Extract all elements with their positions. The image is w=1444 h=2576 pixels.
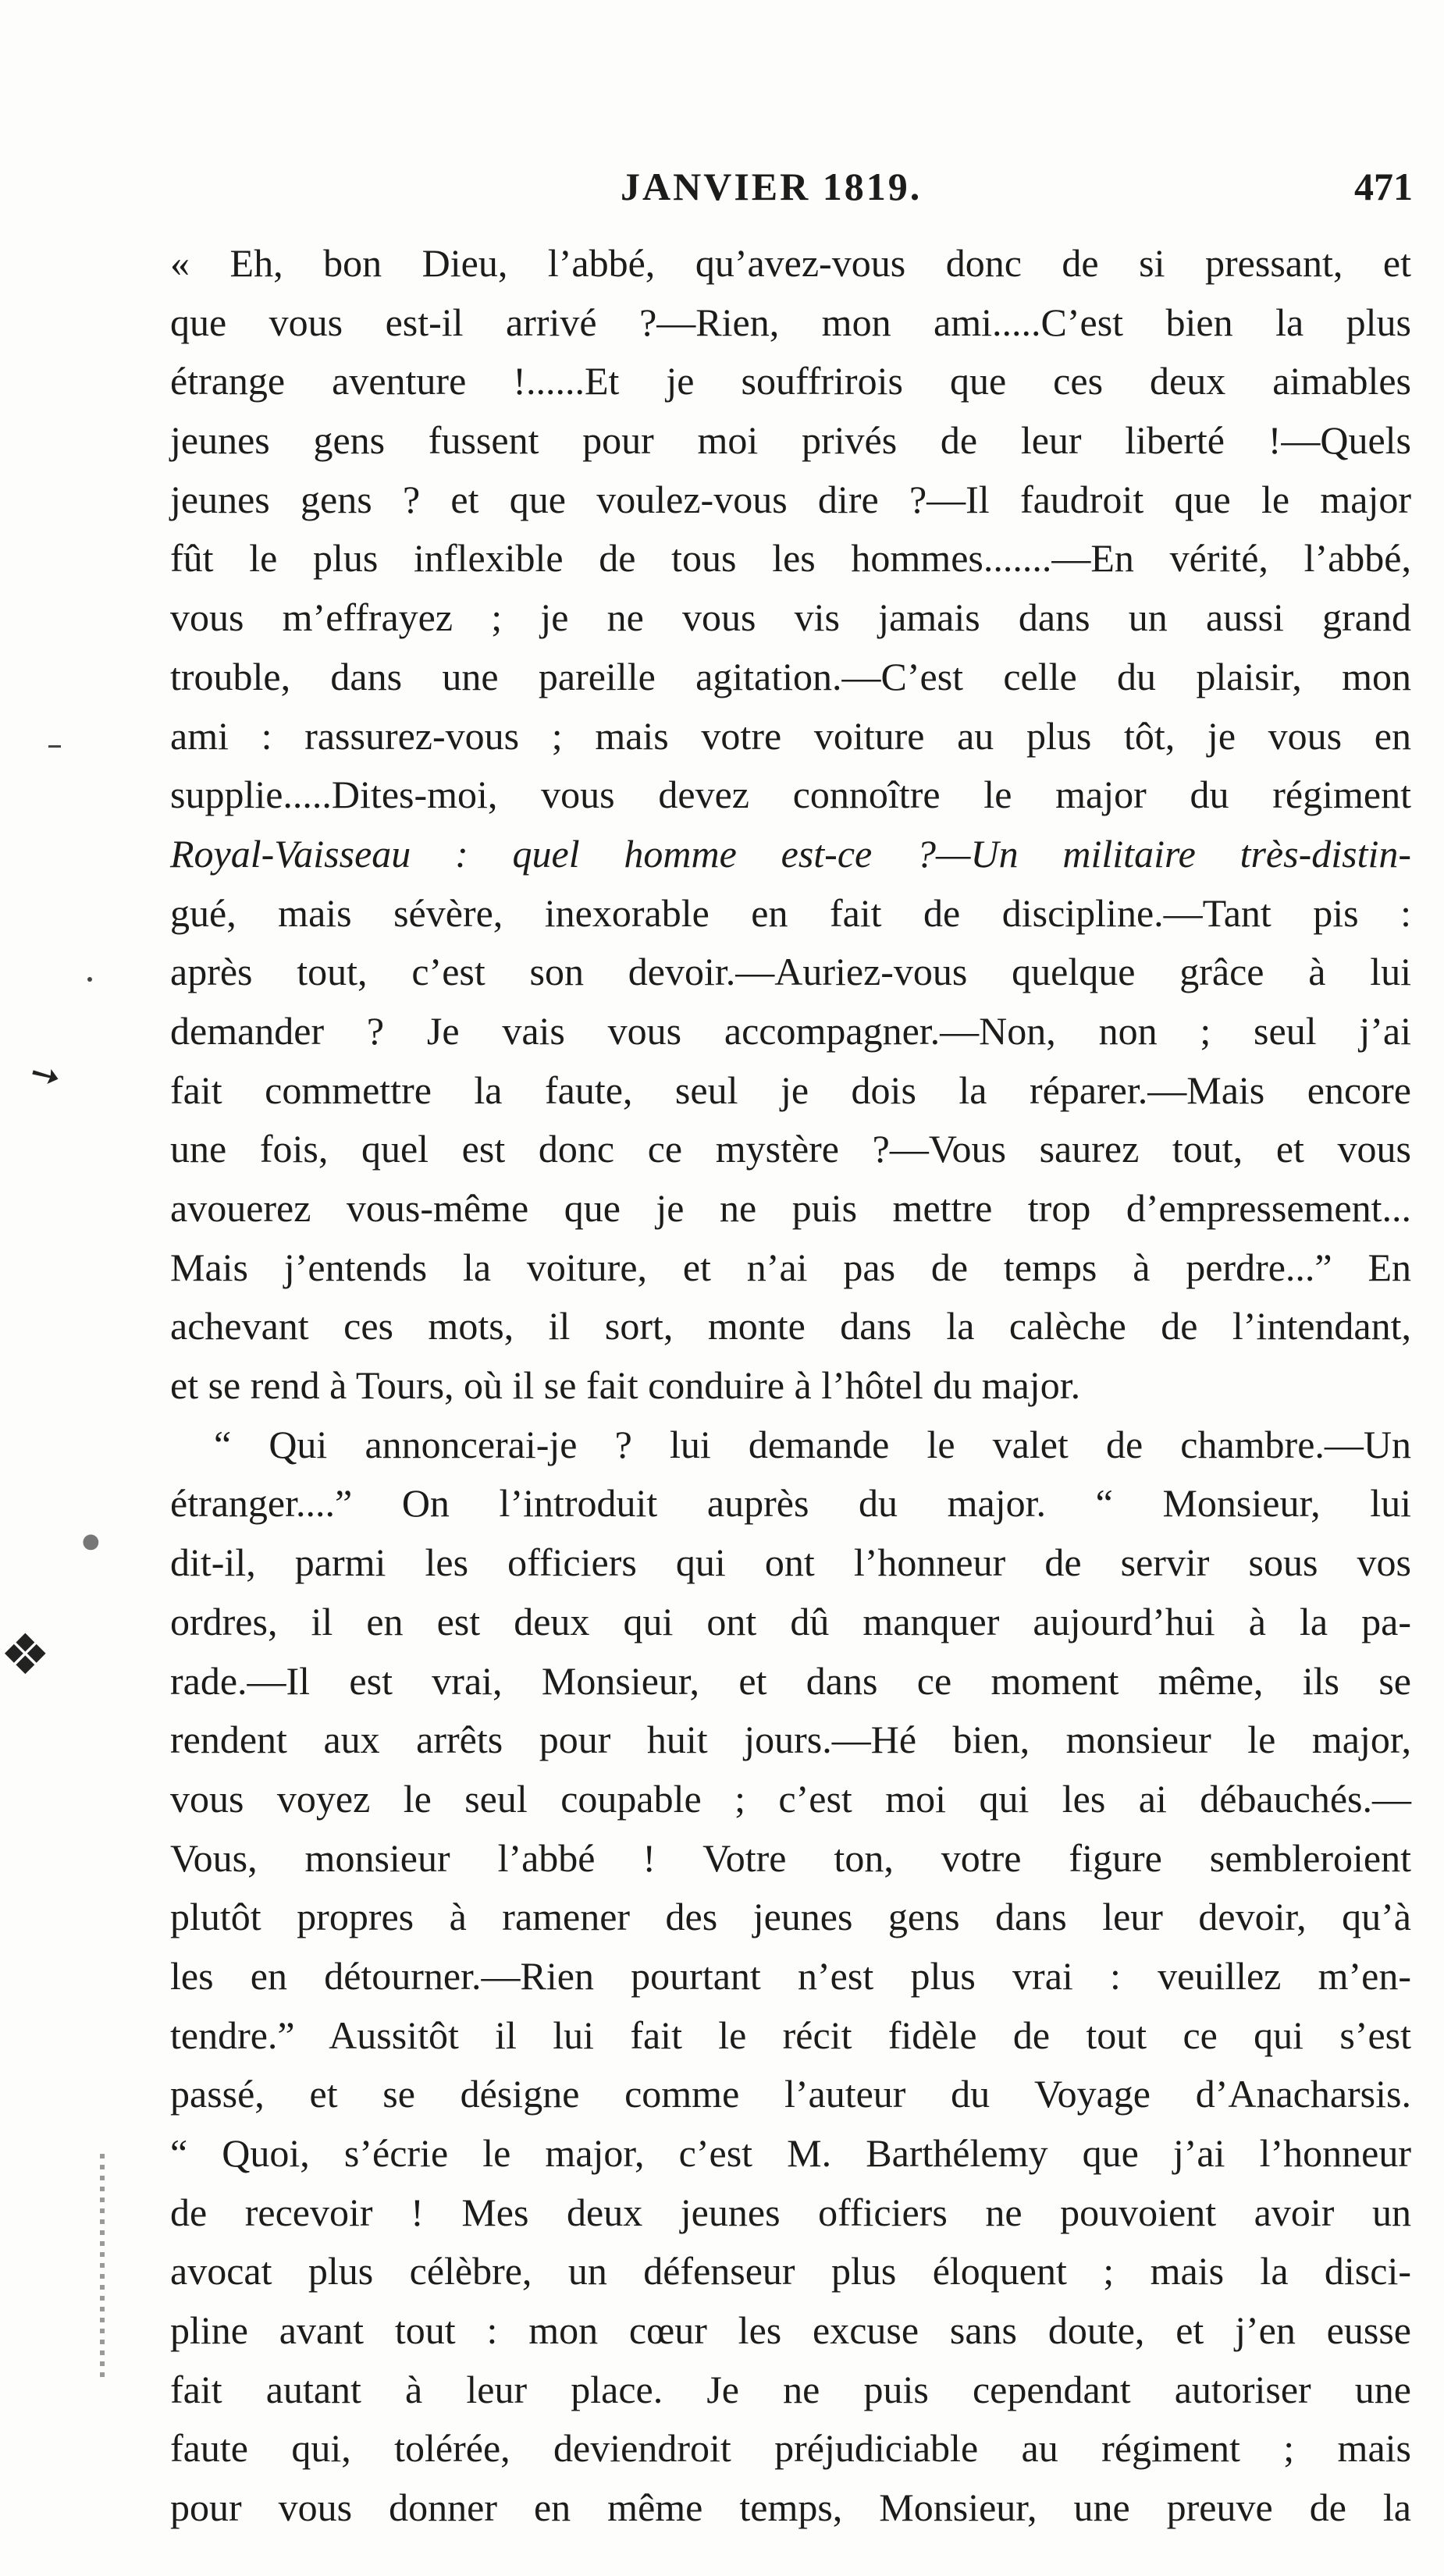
text-line: vous voyez le seul coupable ; c’est moi qui les ai débauchés.— [170,1776,1411,1821]
text-line: et se rend à Tours, où il se fait conduire à l’hôtel du major. [170,1363,1081,1408]
text-line: de recevoir ! Mes deux jeunes officiers ne pouvoient avoir un [170,2190,1411,2234]
text-line: une fois, quel est donc ce mystère ?—Vous saurez tout, et vous [170,1127,1411,1171]
text-line: trouble, dans une pareille agitation.—C’est celle du plaisir, mon [170,654,1411,698]
text-line: fût le plus inflexible de tous les hommes.......—En vérité, l’abbé, [170,536,1411,581]
text-line: étrange aventure !......Et je souffrirois que ces deux aimables [170,359,1411,403]
text-line: dit-il, parmi les officiers qui ont l’honneur de servir sous vos [170,1540,1411,1585]
text-line: rade.—Il est vrai, Monsieur, et dans ce moment même, ils se [170,1658,1411,1703]
text-line: « Eh, bon Dieu, l’abbé, qu’avez-vous donc de si pressant, et [170,241,1411,285]
gutter-dash [48,745,61,748]
text-line: après tout, c’est son devoir.—Auriez-vous quelque grâce à lui [170,950,1411,994]
ink-blot-icon: ❖ [0,1622,51,1687]
text-line: fait commettre la faute, seul je dois la réparer.—Mais encore [170,1068,1411,1112]
text-line: achevant ces mots, il sort, monte dans la calèche de l’intendant, [170,1304,1411,1348]
text-line: Royal-Vaisseau : quel homme est-ce ?—Un militaire très-distin- [170,831,1411,876]
body-text [170,234,1411,2538]
running-head [164,164,1413,226]
text-line: que vous est-il arrivé ?—Rien, mon ami.....C’est bien la plus [170,300,1411,344]
margin-mark-icon: ➘ [21,1048,69,1101]
text-line: supplie.....Dites-moi, vous devez connoître le major du régiment [170,773,1411,817]
text-line: pour vous donner en même temps, Monsieur, une preuve de la [170,2485,1411,2530]
text-line: demander ? Je vais vous accompagner.—Non, non ; seul j’ai [170,1008,1411,1053]
text-line: rendent aux arrêts pour huit jours.—Hé bien, monsieur le major, [170,1718,1411,1762]
text-line: faute qui, tolérée, deviendroit préjudiciable au régiment ; mais [170,2426,1411,2471]
edge-stain [100,2154,105,2380]
text-line: fait autant à leur place. Je ne puis cependant autoriser une [170,2367,1411,2411]
text-line: jeunes gens fussent pour moi privés de leur liberté !—Quels [170,418,1411,463]
text-line: gué, mais sévère, inexorable en fait de discipline.—Tant pis : [170,890,1411,935]
page-number: 471 [1354,165,1413,208]
margin-dot-icon: ● [82,1530,100,1553]
text-line: ordres, il en est deux qui ont dû manquer aujourd’hui à la pa- [170,1599,1411,1643]
text-line: jeunes gens ? et que voulez-vous dire ?—Il faudroit que le major [170,477,1411,521]
text-line: pline avant tout : mon cœur les excuse sans doute, et j’en eusse [170,2308,1411,2353]
text-line: plutôt propres à ramener des jeunes gens dans leur devoir, qu’à [170,1895,1411,1939]
text-line: avocat plus célèbre, un défenseur plus éloquent ; mais la disci- [170,2249,1411,2294]
text-line: les en détourner.—Rien pourtant n’est plus vrai : veuillez m’en- [170,1953,1411,1998]
text-line: tendre.” Aussitôt il lui fait le récit fidèle de tout ce qui s’est [170,2013,1411,2057]
running-title: JANVIER 1819. [621,165,923,208]
text-line: “ Qui annoncerai-je ? lui demande le valet de chambre.—Un [214,1422,1411,1466]
text-line: vous m’effrayez ; je ne vous vis jamais dans un aussi grand [170,595,1411,640]
text-line: Mais j’entends la voiture, et n’ai pas de temps à perdre...” En [170,1245,1411,1289]
text-line: étranger....” On l’introduit auprès du major. “ Monsieur, lui [170,1481,1411,1526]
gutter-dot [87,977,92,982]
text-line: Vous, monsieur l’abbé ! Votre ton, votre figure sembleroient [170,1835,1411,1880]
text-line: avouerez vous-même que je ne puis mettre trop d’empressement... [170,1186,1411,1230]
text-line: passé, et se désigne comme l’auteur du Voyage d’Anacharsis. [170,2072,1411,2116]
text-line: “ Quoi, s’écrie le major, c’est M. Barthélemy que j’ai l’honneur [170,2131,1411,2175]
text-line: ami : rassurez-vous ; mais votre voiture au plus tôt, je vous en [170,713,1411,758]
